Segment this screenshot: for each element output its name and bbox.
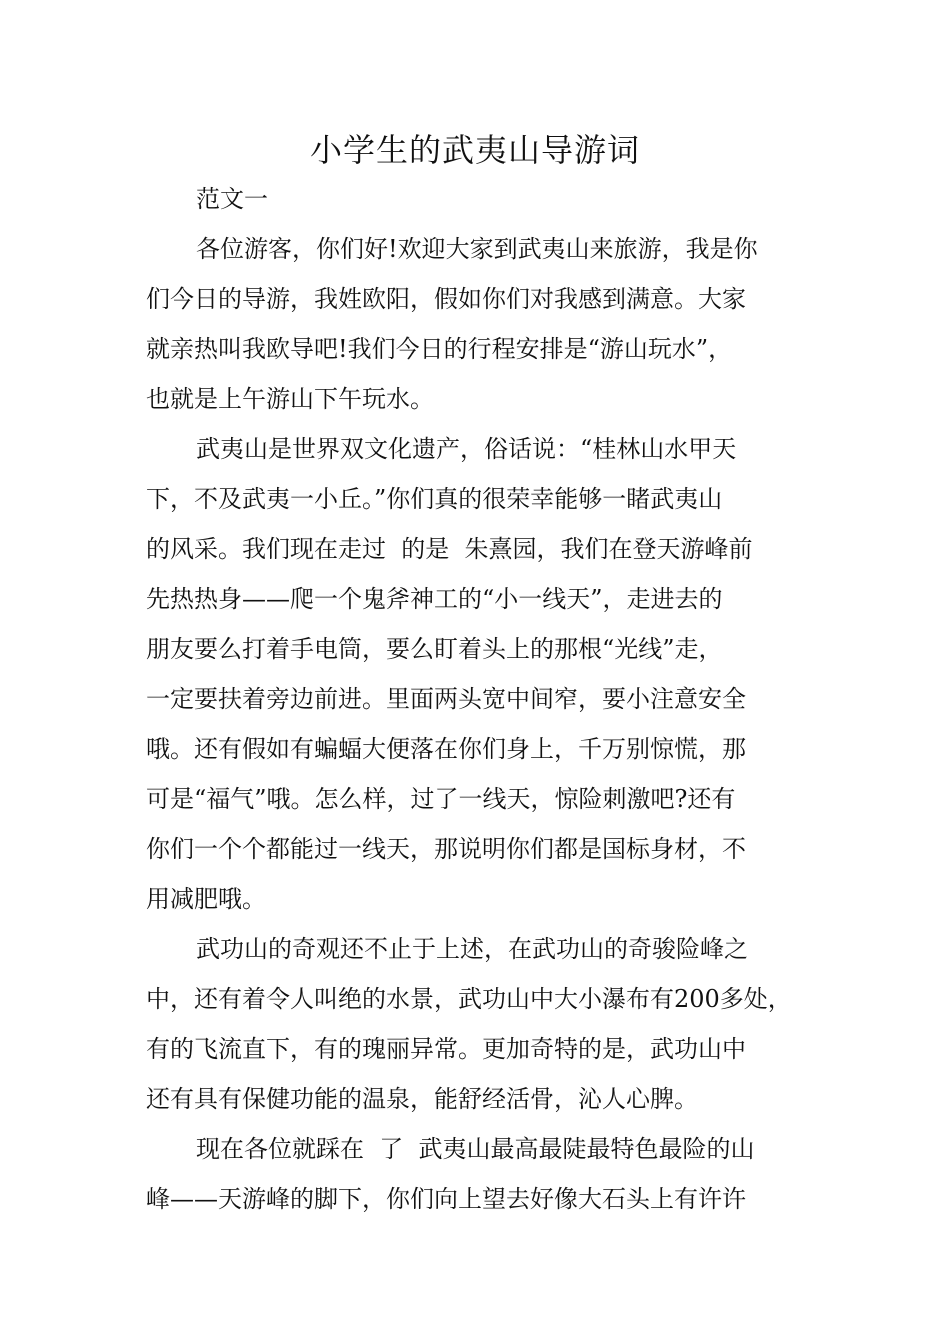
- paragraph-line: 峰——天游峰的脚下，你们向上望去好像大石头上有许许: [146, 1185, 746, 1213]
- paragraph-line: 中，还有着令人叫绝的水景，武功山中大小瀑布有200多处，: [146, 985, 792, 1013]
- paragraph-line: 朋友要么打着手电筒，要么盯着头上的那根“光线”走，: [146, 635, 723, 663]
- paragraph-line: 用减肥哦。: [146, 885, 266, 913]
- paragraph-line: 可是“福气”哦。怎么样，过了一线天，惊险刺激吧?还有: [146, 785, 736, 813]
- document-title: 小学生的武夷山导游词: [309, 131, 640, 169]
- paragraph-line: 还有具有保健功能的温泉，能舒经活骨，沁人心脾。: [146, 1085, 698, 1113]
- paragraph-line: 一定要扶着旁边前进。里面两头宽中间窄，要小注意安全: [146, 685, 746, 713]
- paragraph-line: 各位游客，你们好!欢迎大家到武夷山来旅游，我是你: [196, 235, 758, 263]
- paragraph-line: 也就是上午游山下午玩水。: [146, 385, 434, 413]
- paragraph-line: 先热热身——爬一个鬼斧神工的“小一线天”，走进去的: [146, 585, 723, 613]
- paragraph-line: 有的飞流直下，有的瑰丽异常。更加奇特的是，武功山中: [146, 1035, 746, 1063]
- section-label: 范文一: [196, 185, 268, 213]
- paragraph-line: 下，不及武夷一小丘。”你们真的很荣幸能够一睹武夷山: [146, 485, 723, 513]
- paragraph-line: 现在各位就踩在 了 武夷山最高最陡最特色最险的山: [196, 1135, 755, 1163]
- paragraph-line: 哦。还有假如有蝙蝠大便落在你们身上，千万别惊慌，那: [146, 735, 746, 763]
- paragraph-line: 们今日的导游，我姓欧阳，假如你们对我感到满意。大家: [146, 285, 746, 313]
- paragraph-line: 武夷山是世界双文化遗产，俗话说：“桂林山水甲天: [196, 435, 737, 463]
- paragraph-line: 的风采。我们现在走过 的是 朱熹园，我们在登天游峰前: [146, 535, 753, 563]
- paragraph-line: 武功山的奇观还不止于上述，在武功山的奇骏险峰之: [196, 935, 748, 963]
- paragraph-line: 你们一个个都能过一线天，那说明你们都是国标身材，不: [146, 835, 746, 863]
- paragraph-line: 就亲热叫我欧导吧!我们今日的行程安排是“游山玩水”，: [146, 335, 733, 363]
